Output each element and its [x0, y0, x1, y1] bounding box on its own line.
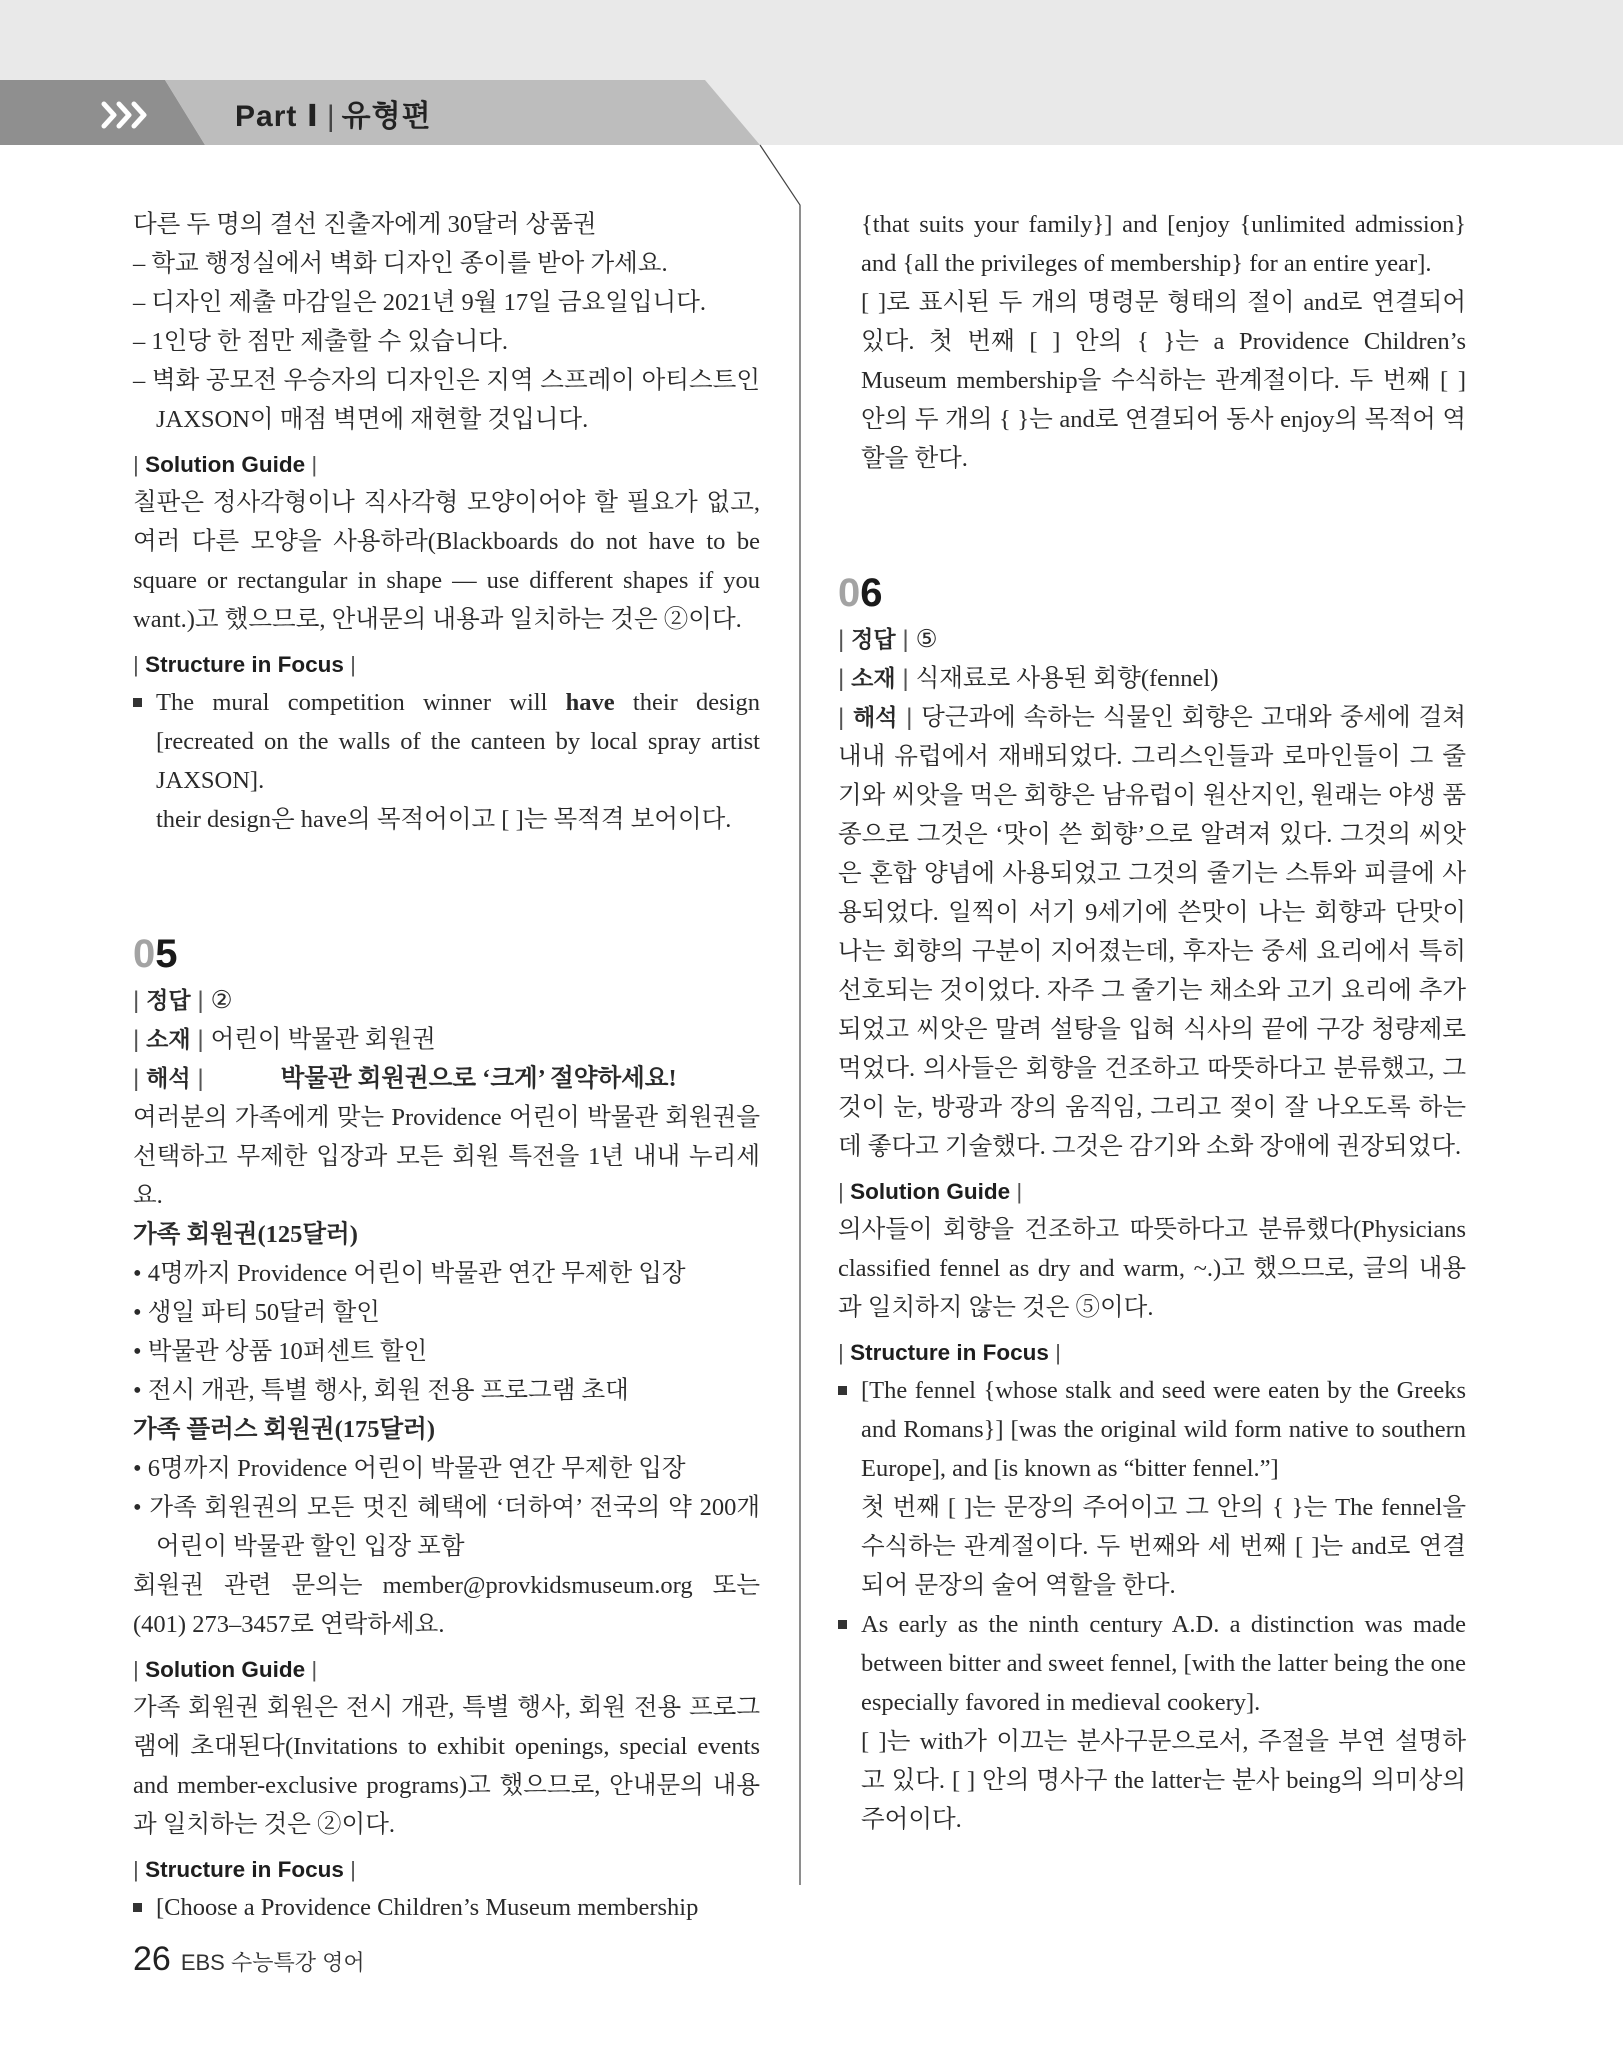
topic-row: | 소재 | 식재료로 사용된 회향(fennel) — [838, 665, 1219, 692]
structure-item-continued: {that suits your family}] and [enjoy {unlimited admission} and {all the privileges of membership} for an entire year]. — [861, 211, 1466, 277]
intro-line: – 디자인 제출 마감일은 2021년 9월 17일 금요일입니다. — [133, 289, 707, 316]
translation-text: 당근과에 속하는 식물인 회향은 고대와 중세에 걸쳐 내내 유럽에서 재배되었다. 그리스인들과 로마인들이 그 줄기와 씨앗을 먹은 회향은 남유럽이 원산지인, 원래는 야생 품종으로 그것은 ‘맛이 쓴 회향’으로 알려져 있다. 그것의 씨앗은 혼합 양념에 사용되었고 그것의 줄기는 스튜와 피클에 사용되었다. 일찍이 서기 9세기에 쓴맛이 나는 회향과 단맛이 나는 회향의 구분이 지어졌는데, 후자는 중세 요리에서 특히 선호되는 것이었다. 자주 그 줄기는 채소와 고기 요리에 추가되었고 씨앗은 말려 설탕을 입혀 식사의 끝에 구강 청량제로 먹었다. 의사들은 회향을 건조하고 따뜻하다고 분류했고, 그것이 눈, 방광과 장의 움직임, 그리고 젖이 잘 나오도록 하는 데 좋다고 기술했다. 그것은 감기와 소화 장애에 권장되었다. — [838, 704, 1467, 1160]
page-number: 26 — [133, 1940, 171, 1978]
solution-guide-text: 의사들이 회향을 건조하고 따뜻하다고 분류했다(Physicians classified fennel as dry and warm, ~.)고 했으므로, 글의 내용과 일치하지 않는 것은 ⑤이다. — [838, 1216, 1466, 1321]
structure-note: 첫 번째 [ ]는 문장의 주어이고 그 안의 { }는 The fennel을 수식하는 관계절이다. 두 번째와 세 번째 [ ]는 and로 연결되어 문장의 술어 역할을 한다. — [861, 1494, 1466, 1599]
intro-line: 다른 두 명의 결선 진출자에게 30달러 상품권 — [133, 211, 597, 238]
answer-value: ② — [210, 987, 233, 1014]
answer-row: | 정답 | ② — [133, 987, 233, 1014]
contact-info: 회원권 관련 문의는 member@provkidsmuseum.org 또는 (401) 273–3457로 연락하세요. — [133, 1572, 760, 1638]
page-footer — [133, 1940, 365, 1979]
structure-in-focus-label: | Structure in Focus | — [133, 1857, 356, 1882]
translation-headline: 박물관 회원권으로 ‘크게’ 절약하세요! — [280, 1065, 677, 1092]
book-title: EBS 수능특강 영어 — [180, 1950, 365, 1975]
square-bullet-icon — [838, 1620, 847, 1629]
square-bullet-icon — [838, 1386, 847, 1395]
structure-item: As early as the ninth century A.D. a distinction was made between bitter and sweet fennel, [with the latter being the one especially favored in medieval cookery]. — [838, 1605, 1466, 1722]
answer-value: ⑤ — [915, 626, 938, 653]
left-column — [133, 205, 760, 1927]
part-label: Part Ⅰ — [235, 100, 319, 133]
family-item: • 전시 개관, 특별 행사, 회원 전용 프로그램 초대 — [133, 1377, 629, 1404]
family-plus-title: 가족 플러스 회원권(175달러) — [133, 1416, 435, 1443]
structure-note: [ ]로 표시된 두 개의 명령문 형태의 절이 and로 연결되어 있다. 첫 번째 [ ] 안의 { }는 a Providence Children’s Museum membership을 수식하는 관계절이다. 두 번째 [ ] 안의 두 개의 { }는 and로 연결되어 동사 enjoy의 목적어 역할을 한다. — [861, 289, 1466, 472]
part-title — [235, 91, 432, 135]
structure-item: The mural competition winner will have their design [recreated on the walls of the canteen by local spray artist JAXSON]. — [133, 683, 760, 800]
family-item: • 4명까지 Providence 어린이 박물관 연간 무제한 입장 — [133, 1260, 686, 1287]
part-separator: | — [326, 100, 336, 133]
intro-line: – 1인당 한 점만 제출할 수 있습니다. — [133, 328, 509, 355]
solution-guide-label: | Solution Guide | — [838, 1179, 1023, 1204]
family-plus-item: • 가족 회원권의 모든 멋진 혜택에 ‘더하여’ 전국의 약 200개 어린이 박물관 할인 입장 포함 — [133, 1494, 760, 1560]
structure-item: [Choose a Providence Children’s Museum membership — [133, 1888, 760, 1927]
family-membership-title: 가족 회원권(125달러) — [133, 1221, 358, 1248]
question-number-06: 06 — [838, 571, 883, 615]
translation-row: | 해석 | 박물관 회원권으로 ‘크게’ 절약하세요! — [133, 1065, 677, 1092]
topic-row: | 소재 | 어린이 박물관 회원권 — [133, 1026, 436, 1053]
structure-in-focus-label: | Structure in Focus | — [838, 1340, 1061, 1365]
intro-line: – 벽화 공모전 우승자의 디자인은 지역 스프레이 아티스트인 JAXSON이 매점 벽면에 재현할 것입니다. — [133, 367, 760, 433]
solution-guide-text: 칠판은 정사각형이나 직사각형 모양이어야 할 필요가 없고, 여러 다른 모양을 사용하라(Blackboards do not have to be square or rectangular in shape — use different shapes if you want.)고 했으므로, 안내문의 내용과 일치하는 것은 ②이다. — [133, 489, 760, 633]
structure-note: their design은 have의 목적어이고 [ ]는 목적격 보어이다. — [156, 806, 732, 833]
family-item: • 생일 파티 50달러 할인 — [133, 1299, 380, 1326]
solution-guide-label: | Solution Guide | — [133, 452, 318, 477]
translation-intro: 여러분의 가족에게 맞는 Providence 어린이 박물관 회원권을 선택하고 무제한 입장과 모든 회원 특전을 1년 내내 누리세요. — [133, 1104, 760, 1209]
square-bullet-icon — [133, 698, 142, 707]
family-item: • 박물관 상품 10퍼센트 할인 — [133, 1338, 428, 1365]
translation-row: | 해석 | 당근과에 속하는 식물인 회향은 고대와 중세에 걸쳐 내내 유럽에서 재배되었다. 그리스인들과 로마인들이 그 줄기와 씨앗을 먹은 회향은 남유럽이 원산지인, 원래는 야생 품종으로 그것은 ‘맛이 쓴 회향’으로 알려져 있다. 그것의 씨앗은 혼합 양념에 사용되었고 그것의 줄기는 스튜와 피클에 사용되었다. 일찍이 서기 9세기에 쓴맛이 나는 회향과 단맛이 나는 회향의 구분이 지어졌는데, 후자는 중세 요리에서 특히 선호되는 것이었다. 자주 그 줄기는 채소와 고기 요리에 추가되었고 씨앗은 말려 설탕을 입혀 식사의 끝에 구강 청량제로 먹었다. 의사들은 회향을 건조하고 따뜻하다고 분류했고, 그것이 눈, 방광과 장의 움직임, 그리고 젖이 잘 나오도록 하는 데 좋다고 기술했다. 그것은 감기와 소화 장애에 권장되었다. — [838, 704, 1467, 1160]
right-column — [838, 205, 1466, 1839]
intro-line: – 학교 행정실에서 벽화 디자인 종이를 받아 가세요. — [133, 250, 668, 277]
answer-row: | 정답 | ⑤ — [838, 626, 938, 653]
family-plus-item: • 6명까지 Providence 어린이 박물관 연간 무제한 입장 — [133, 1455, 686, 1482]
question-number-05: 05 — [133, 932, 178, 976]
topic-value: 식재료로 사용된 회향(fennel) — [915, 665, 1219, 692]
topic-value: 어린이 박물관 회원권 — [210, 1026, 436, 1053]
structure-item: [The fennel {whose stalk and seed were eaten by the Greeks and Romans}] [was the original wild form native to southern Europe], and [is known as “bitter fennel.”] — [838, 1371, 1466, 1488]
solution-guide-text: 가족 회원권 회원은 전시 개관, 특별 행사, 회원 전용 프로그램에 초대된다(Invitations to exhibit openings, special events and member-exclusive programs)고 했으므로, 안내문의 내용과 일치하는 것은 ②이다. — [133, 1694, 760, 1838]
solution-guide-label: | Solution Guide | — [133, 1657, 318, 1682]
triple-chevron-right-icon — [100, 98, 150, 132]
square-bullet-icon — [133, 1903, 142, 1912]
structure-note: [ ]는 with가 이끄는 분사구문으로서, 주절을 부연 설명하고 있다. [ ] 안의 명사구 the latter는 분사 being의 의미상의 주어이다. — [861, 1728, 1466, 1833]
structure-in-focus-label: | Structure in Focus | — [133, 652, 356, 677]
section-label: 유형편 — [341, 100, 432, 133]
